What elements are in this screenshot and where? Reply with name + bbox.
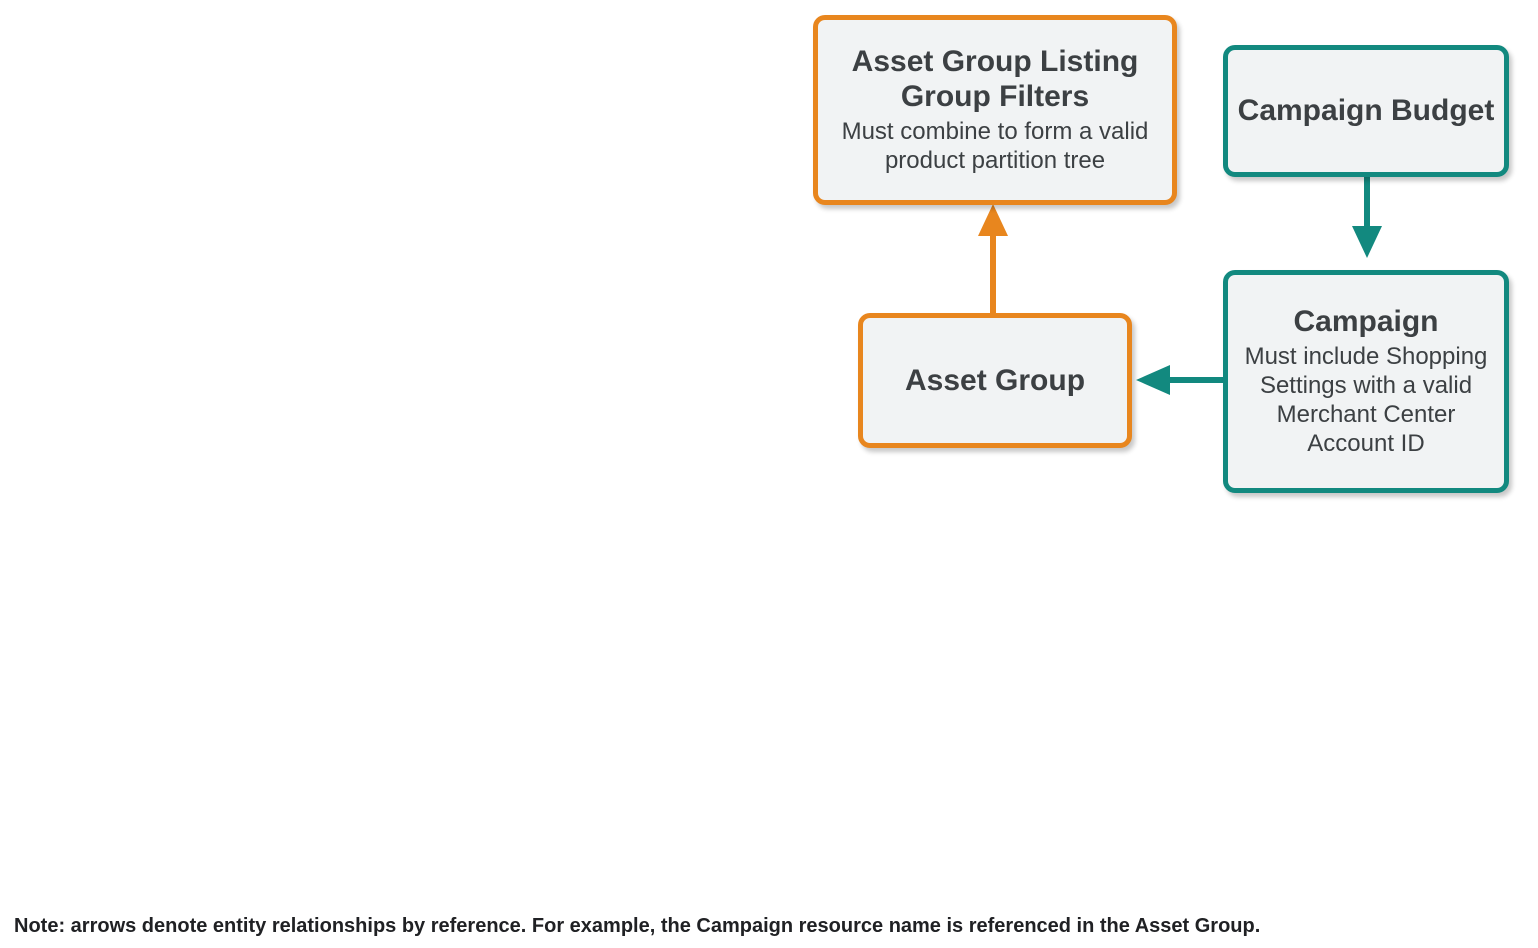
node-subtitle: Must combine to form a valid product partition tree [841,118,1149,175]
node-title: Asset Group Listing Group Filters [851,45,1139,114]
node-title: Asset Group [904,363,1086,397]
arrow-campaign-to-asset-group [1136,365,1223,395]
diagram-note: Note: arrows denote entity relationships by reference. For example, the Campaign resource name is referenced in the Asset Group. [14,915,1261,937]
node-subtitle: Must include Shopping Settings with a valid Merchant Center Account ID [1244,343,1488,457]
node-title: Campaign Budget [1237,94,1495,128]
node-asset-group[interactable] [858,313,1132,448]
arrow-campaign-budget-to-campaign [1352,177,1382,258]
node-asset-group-listing-group-filters[interactable] [813,15,1177,205]
node-campaign-budget[interactable] [1223,45,1509,177]
node-title: Campaign [1293,305,1439,339]
arrow-asset-group-to-filters [978,204,1008,313]
node-campaign[interactable] [1223,270,1509,493]
